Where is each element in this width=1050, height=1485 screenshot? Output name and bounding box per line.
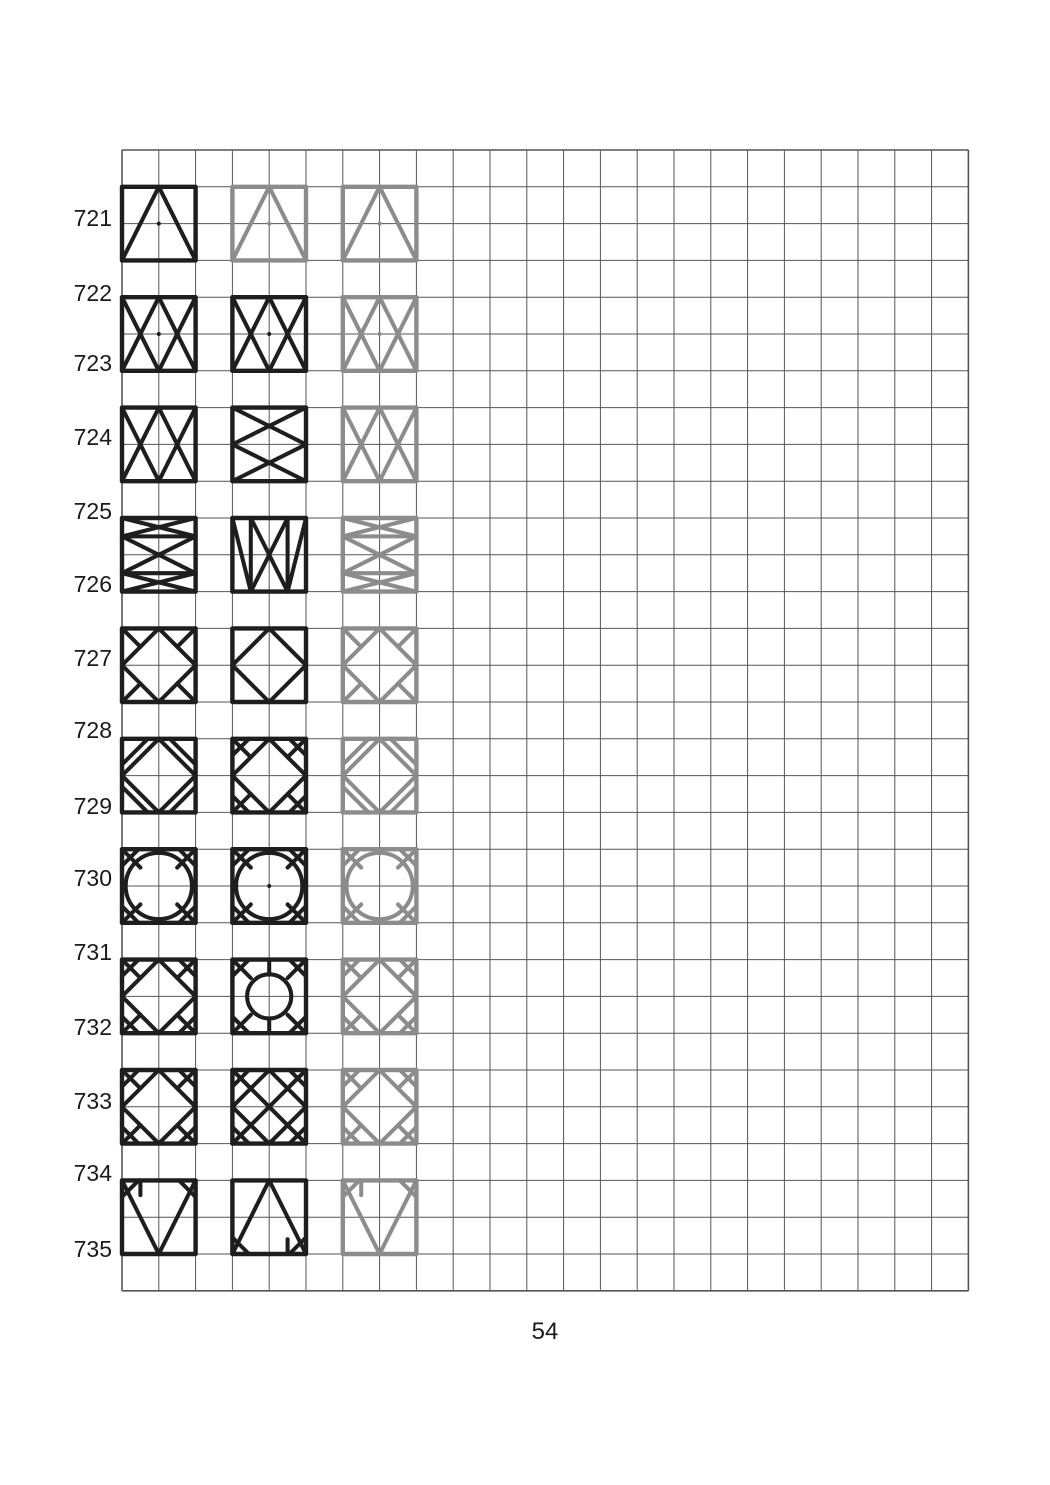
exercise-number: 730 xyxy=(73,865,112,891)
exercise-number: 727 xyxy=(73,645,112,671)
exercise-number: 722 xyxy=(73,280,112,306)
exercise-number: 725 xyxy=(73,498,112,524)
grid-lines xyxy=(122,150,968,1291)
exercise-number: 729 xyxy=(73,793,112,819)
exercise-number: 724 xyxy=(73,424,112,450)
exercise-number: 723 xyxy=(73,350,112,376)
exercise-number: 726 xyxy=(73,571,112,597)
exercise-number: 733 xyxy=(73,1088,112,1114)
exercise-number: 728 xyxy=(73,717,112,743)
exercise-number: 734 xyxy=(73,1160,112,1186)
exercise-number: 735 xyxy=(73,1236,112,1262)
exercise-number: 721 xyxy=(73,205,112,231)
page-number: 54 xyxy=(531,1318,559,1345)
exercise-number: 732 xyxy=(73,1014,112,1040)
exercise-number: 731 xyxy=(73,939,112,965)
